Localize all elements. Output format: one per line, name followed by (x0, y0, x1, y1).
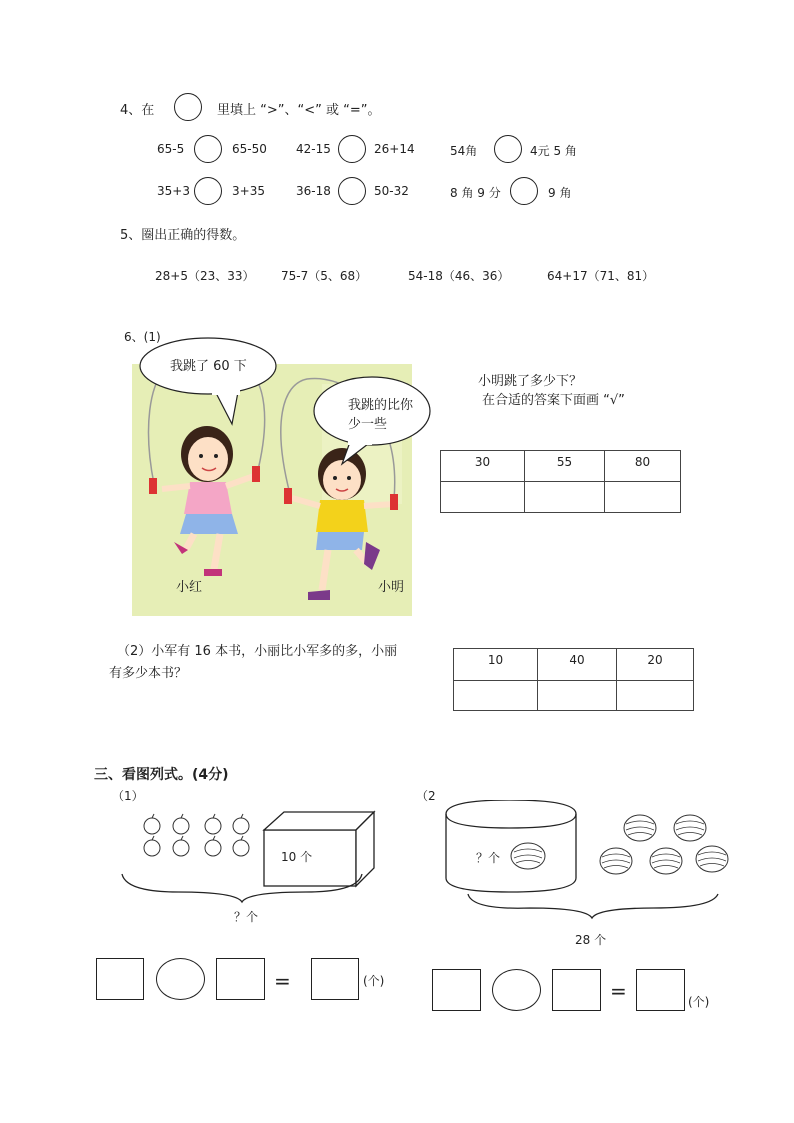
equals-sign: = (274, 969, 291, 993)
mark-cell[interactable] (605, 482, 681, 513)
boy-speech-line1: 我跳的比你 (348, 398, 414, 413)
mark-cell[interactable] (538, 681, 617, 711)
q4-expr: 50-32 (374, 184, 409, 198)
answer-table-1 (440, 450, 681, 513)
section3-title: 三、看图列式。(4分) (94, 767, 229, 783)
q5-item[interactable]: 54-18（46、36） (408, 269, 510, 283)
q6-label: 6、(1) (124, 330, 161, 344)
q5-item[interactable]: 28+5（23、33） (155, 269, 255, 283)
result-box[interactable] (311, 958, 359, 1000)
q4-expr: 3+35 (232, 184, 265, 198)
q4-expr: 26+14 (374, 142, 415, 156)
equation-box[interactable] (96, 958, 144, 1000)
mark-cell[interactable] (617, 681, 694, 711)
answer-circle[interactable] (338, 135, 366, 163)
equation-box[interactable] (432, 969, 481, 1011)
answer-circle[interactable] (510, 177, 538, 205)
q4-expr: 4元 5 角 (530, 144, 577, 158)
unit-label: (个) (363, 974, 385, 988)
equation-box[interactable] (552, 969, 601, 1011)
q5-item[interactable]: 75-7（5、68） (281, 269, 368, 283)
answer-circle[interactable] (194, 177, 222, 205)
choice-cell: 10 (454, 649, 538, 681)
total-label-2: 28 个 (575, 933, 607, 947)
total-label-1: ？个 (234, 910, 259, 924)
equals-sign: = (610, 979, 627, 1003)
q6-part2-line2: 有多少本书？ (109, 666, 188, 681)
q4-expr: 9 角 (548, 186, 572, 200)
operator-oval[interactable] (156, 958, 205, 1000)
answer-table-2 (453, 648, 694, 711)
q4-expr: 42-15 (296, 142, 331, 156)
cylinder-label: ？个 (476, 851, 501, 865)
example-circle (174, 93, 202, 121)
unit-label: (个) (688, 995, 710, 1009)
answer-circle[interactable] (338, 177, 366, 205)
part2-label: （2 (416, 789, 436, 803)
q4-expr: 65-5 (157, 142, 185, 156)
result-box[interactable] (636, 969, 685, 1011)
girl-speech: 我跳了 60 下 (170, 359, 247, 374)
choice-cell: 55 (525, 451, 605, 482)
q6-question-line1: 小明跳了多少下？ (478, 374, 583, 389)
girl-name: 小红 (176, 580, 203, 595)
answer-circle[interactable] (494, 135, 522, 163)
choice-cell: 20 (617, 649, 694, 681)
q5-item[interactable]: 64+17（71、81） (547, 269, 655, 283)
q6-part2-line1: （2）小军有 16 本书，小丽比小军多的多，小丽 (117, 644, 398, 659)
boy-speech-line2: 少一些 (348, 417, 388, 432)
part1-label: （1） (112, 789, 144, 803)
q4-expr: 8 角 9 分 (450, 186, 501, 200)
mark-cell[interactable] (525, 482, 605, 513)
operator-oval[interactable] (492, 969, 541, 1011)
q4-expr: 35+3 (157, 184, 190, 198)
choice-cell: 80 (605, 451, 681, 482)
mark-cell[interactable] (441, 482, 525, 513)
choice-cell: 30 (441, 451, 525, 482)
q4-expr: 65-50 (232, 142, 267, 156)
box-label: 10 个 (281, 850, 313, 864)
mark-cell[interactable] (454, 681, 538, 711)
equation-box[interactable] (216, 958, 265, 1000)
q4-instruction: 里填上 “>”、“<” 或 “=”。 (217, 103, 381, 118)
q4-expr: 54角 (450, 144, 478, 158)
q5-title: 5、圈出正确的得数。 (120, 228, 246, 243)
q4-expr: 36-18 (296, 184, 331, 198)
q4-number: 4、在 (120, 103, 155, 118)
boy-name: 小明 (378, 580, 405, 595)
answer-circle[interactable] (194, 135, 222, 163)
q6-question-line2: 在合适的答案下面画 “√” (482, 393, 625, 408)
choice-cell: 40 (538, 649, 617, 681)
